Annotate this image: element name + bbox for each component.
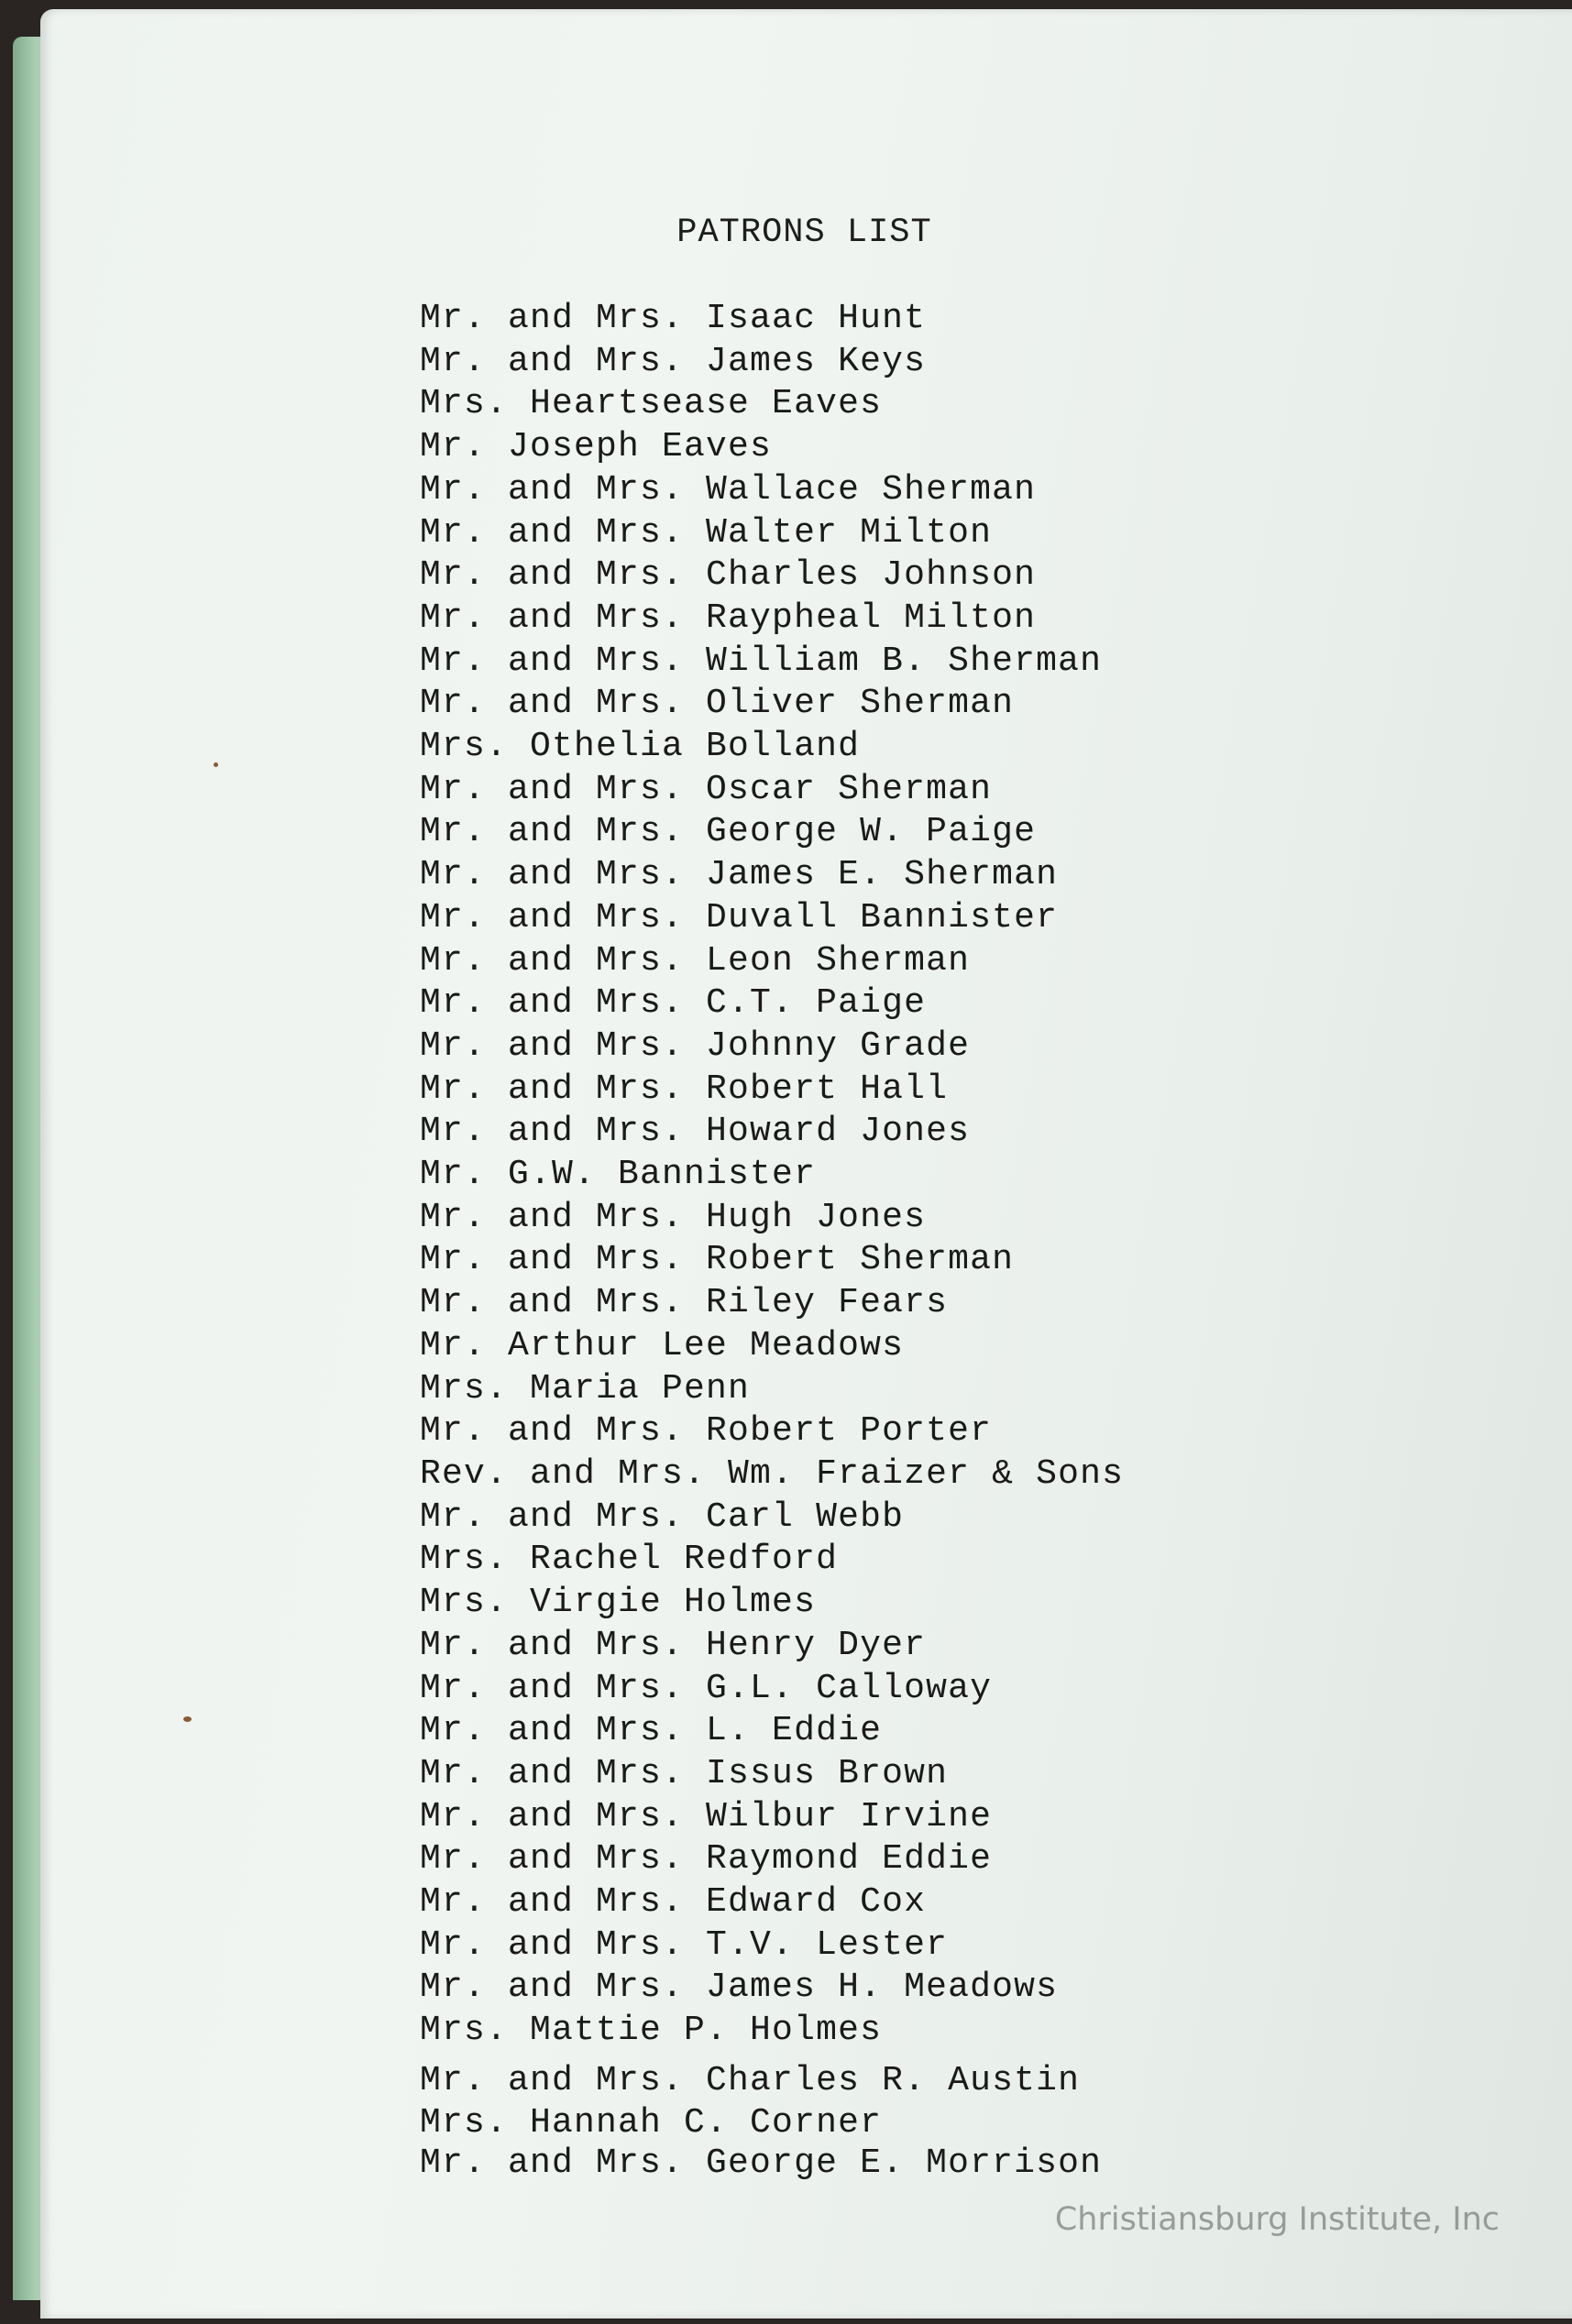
patron-entry: Mr. and Mrs. C.T. Paige (420, 983, 927, 1024)
patron-entry: Mr. and Mrs. Oscar Sherman (420, 769, 993, 809)
patron-entry: Mr. and Mrs. Robert Hall (420, 1069, 949, 1109)
patron-entry: Mr. Joseph Eaves (420, 427, 773, 467)
watermark: Christiansburg Institute, Inc (1054, 2201, 1500, 2238)
patron-entry: Mr. and Mrs. Raypheal Milton (420, 597, 1037, 638)
patron-entry: Mr. and Mrs. William B. Sherman (420, 641, 1103, 681)
patron-entry: Mr. and Mrs. Raymond Eddie (420, 1839, 993, 1880)
patron-entry: Mr. and Mrs. Wallace Sherman (420, 469, 1037, 510)
patron-entry: Mr. and Mrs. Robert Porter (420, 1411, 993, 1452)
patron-entry: Mr. and Mrs. Robert Sherman (420, 1240, 1015, 1280)
paper-speck (214, 762, 218, 767)
patron-entry: Mr. and Mrs. James E. Sherman (420, 855, 1059, 895)
patron-entry: Mr. and Mrs. Issus Brown (420, 1753, 949, 1793)
patron-entry: Mr. G.W. Bannister (420, 1155, 817, 1195)
patron-entry: Mrs. Hannah C. Corner (420, 2102, 883, 2143)
patron-entry: Mr. and Mrs. Johnny Grade (420, 1025, 971, 1066)
patron-entry: Mrs. Heartsease Eaves (420, 384, 883, 424)
paper-speck (183, 1716, 192, 1722)
patron-entry: Mr. and Mrs. Howard Jones (420, 1112, 971, 1152)
patron-entry: Mr. and Mrs. Riley Fears (420, 1283, 949, 1323)
patron-entry: Mrs. Othelia Bolland (420, 727, 861, 767)
patron-entry: Mr. and Mrs. Charles Johnson (420, 555, 1037, 596)
patron-entry: Mrs. Rachel Redford (420, 1540, 839, 1580)
patron-entry: Mr. and Mrs. G.L. Calloway (420, 1668, 993, 1708)
patron-entry: Mr. and Mrs. Henry Dyer (420, 1625, 927, 1665)
patron-entry: Mr. and Mrs. Leon Sherman (420, 940, 971, 981)
patron-entry: Mr. and Mrs. Hugh Jones (420, 1197, 927, 1237)
patron-entry: Mr. and Mrs. L. Eddie (420, 1711, 883, 1751)
patron-entry: Mr. and Mrs. Edward Cox (420, 1882, 927, 1923)
patron-entry: Rev. and Mrs. Wm. Fraizer & Sons (420, 1453, 1125, 1494)
patrons-list (420, 298, 1124, 2184)
patron-entry: Mr. and Mrs. George E. Morrison (420, 2143, 1103, 2183)
patron-entry: Mr. and Mrs. Charles R. Austin (420, 2060, 1081, 2100)
patron-entry: Mr. and Mrs. Carl Webb (420, 1496, 905, 1537)
page-title: PATRONS LIST (676, 214, 932, 252)
patron-entry: Mr. and Mrs. Oliver Sherman (420, 684, 1015, 724)
patron-entry: Mrs. Maria Penn (420, 1368, 751, 1409)
patron-entry: Mr. and Mrs. T.V. Lester (420, 1924, 949, 1965)
patron-entry: Mr. Arthur Lee Meadows (420, 1325, 905, 1365)
patron-entry: Mr. and Mrs. George W. Paige (420, 812, 1037, 852)
patron-entry: Mrs. Mattie P. Holmes (420, 2011, 883, 2051)
patron-entry: Mr. and Mrs. Wilbur Irvine (420, 1796, 993, 1836)
patron-entry: Mr. and Mrs. Isaac Hunt (420, 299, 927, 338)
patron-entry: Mrs. Virgie Holmes (420, 1583, 817, 1623)
patron-entry: Mr. and Mrs. Duvall Bannister (420, 897, 1059, 937)
patron-entry: Mr. and Mrs. James Keys (420, 341, 927, 381)
patron-entry: Mr. and Mrs. Walter Milton (420, 512, 993, 553)
patron-entry: Mr. and Mrs. James H. Meadows (420, 1968, 1059, 2008)
